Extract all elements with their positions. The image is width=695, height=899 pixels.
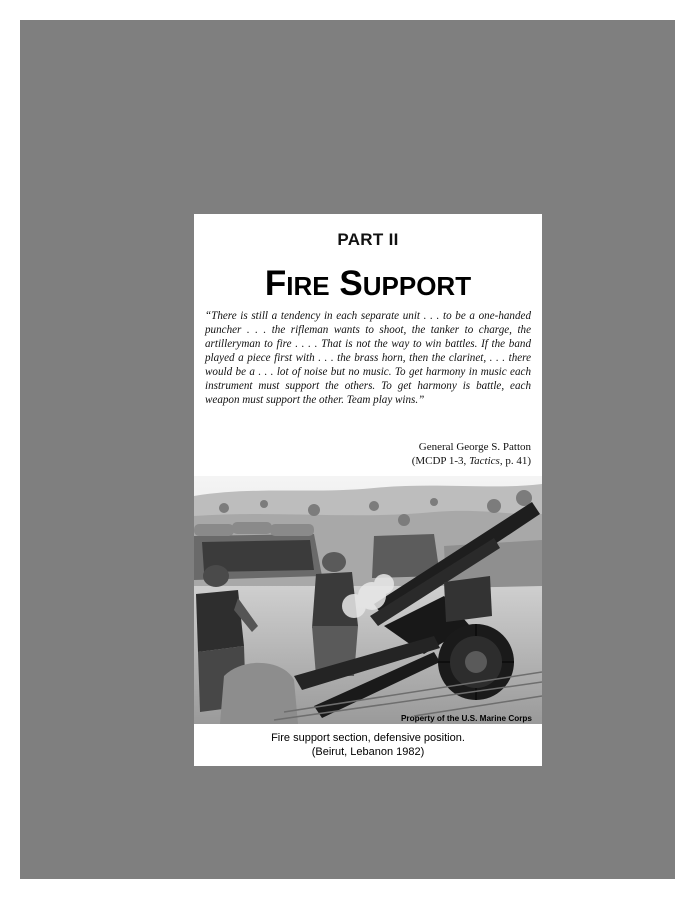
title-rest-upport: UPPORT <box>362 271 472 301</box>
caption-line-2: (Beirut, Lebanon 1982) <box>311 746 425 758</box>
quote-author: General George S. Patton <box>418 441 531 453</box>
photo-caption <box>194 731 542 759</box>
title-rest-ire: IRE <box>286 271 330 301</box>
page-title <box>194 264 542 306</box>
source-suffix: , p. 41) <box>499 455 531 467</box>
source-prefix: (MCDP 1-3, <box>411 455 470 467</box>
title-letter-f: F <box>264 264 287 303</box>
part-label: PART II <box>337 230 399 249</box>
caption-line-1: Fire support section, defensive position. <box>271 732 465 744</box>
quote-attribution <box>412 440 531 468</box>
document-page <box>194 214 542 766</box>
title-letter-s: S <box>339 264 363 303</box>
quote-source <box>412 454 531 468</box>
howitzer-photo-illustration <box>194 476 542 724</box>
photo-credit: Property of the U.S. Marine Corps <box>400 714 532 723</box>
howitzer-photo <box>194 476 542 724</box>
document-background <box>20 20 675 879</box>
source-title: Tactics <box>469 455 500 467</box>
patton-quote: “There is still a tendency in each separate unit . . . to be a one-handed puncher . . . the rifleman wants to shoot, the tanker to charge, the artilleryman to fire . . . . That is not the way to win battles. If the band played a piece first with . . . the brass horn, then the clarinet, . . . there would be a . . . lot of noise but no music. To get harmony in music each instrument must support the others. To get harmony is battle, each weapon must support the other. Team play wins.” <box>205 310 531 406</box>
